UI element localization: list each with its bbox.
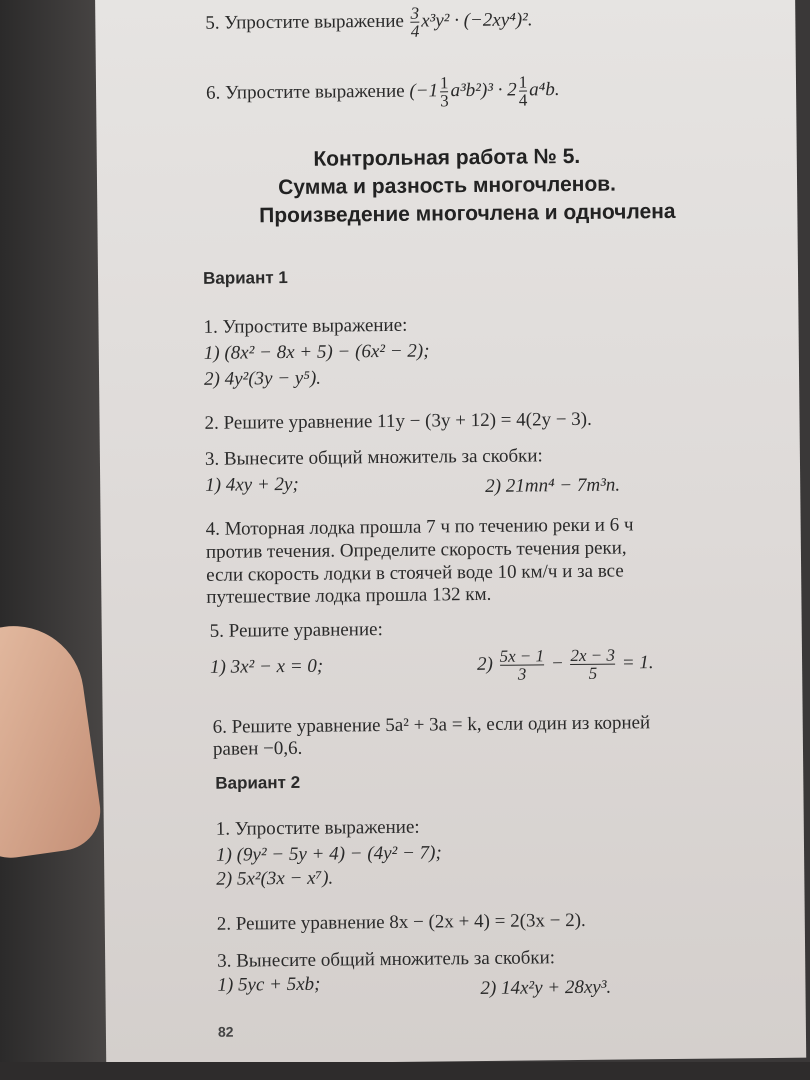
task-text: 6. Упростите выражение [205, 80, 405, 104]
expression: (−1 [409, 80, 439, 102]
v1-q2: 2. Решите уравнение 11y − (3y + 12) = 4(2y − 3). [204, 408, 592, 434]
variant-1-title: Вариант 1 [202, 267, 288, 288]
task-text: 5. Упростите выражение [205, 10, 405, 34]
numerator: 1 [518, 72, 528, 92]
denominator: 3 [517, 664, 527, 684]
v1-q6-line: 6. Решите уравнение 5a² + 3a = k, если один из корней [212, 712, 651, 738]
v1-q3: 3. Вынесите общий множитель за скобки: [204, 445, 543, 470]
numerator: 5x − 1 [499, 646, 545, 666]
page-number: 82 [217, 1023, 234, 1040]
v1-q1-1: 1) (8x² − 8x + 5) − (6x² − 2); [203, 340, 430, 364]
heading-line: Контрольная работа № 5. [313, 144, 581, 171]
label: 2) [476, 653, 494, 675]
v1-q4-line: если скорость лодки в стоячей воде 10 км/ч и за все [206, 560, 624, 586]
v1-q1: 1. Упростите выражение: [203, 314, 408, 338]
v1-q4-line: 4. Моторная лодка прошла 7 ч по течению реки и 6 ч [205, 514, 634, 540]
v2-q1: 1. Упростите выражение: [215, 816, 420, 840]
v1-q1-2: 2) 4y²(3y − y⁵). [203, 367, 322, 390]
heading-line: Произведение многочлена и одночлена [259, 199, 676, 228]
dark-background [0, 0, 110, 1080]
minus: − [550, 652, 564, 675]
v1-q6-line: равен −0,6. [212, 737, 303, 760]
numerator: 1 [439, 73, 449, 93]
v1-q4-line: путешествие лодка прошла 132 км. [206, 583, 492, 608]
task-6 [206, 73, 560, 112]
v1-q5: 5. Решите уравнение: [209, 619, 383, 642]
v1-q3-2: 2) 21mn⁴ − 7m³n. [485, 474, 621, 497]
denominator: 3 [440, 91, 449, 111]
denominator: 5 [588, 663, 598, 683]
denominator: 4 [410, 21, 420, 41]
v2-q3-1: 1) 5yc + 5xb; [217, 973, 321, 996]
variant-2-title: Вариант 2 [215, 772, 301, 793]
book-page [95, 0, 806, 1065]
v1-q4-line: против течения. Определите скорость течения реки, [205, 537, 627, 563]
expression: a⁴b. [529, 79, 560, 101]
v2-q1-2: 2) 5x²(3x − x⁷). [216, 867, 334, 890]
v1-q3-1: 1) 4xy + 2y; [205, 473, 299, 496]
numerator: 2x − 3 [570, 645, 616, 666]
v2-q3-2: 2) 14x²y + 28xy³. [480, 976, 612, 1000]
heading-line: Сумма и разность многочленов. [278, 172, 617, 200]
v2-q1-1: 1) (9y² − 5y + 4) − (4y² − 7); [215, 842, 442, 866]
v1-q5-1: 1) 3x² − x = 0; [209, 655, 324, 678]
table-edge [0, 1062, 810, 1080]
expression: a³b²)³ · 2 [450, 79, 517, 102]
denominator: 4 [518, 90, 528, 110]
numerator: 3 [410, 3, 420, 23]
v1-q5-2 [477, 646, 654, 683]
task-5 [205, 3, 533, 41]
v2-q3: 3. Вынесите общий множитель за скобки: [217, 947, 556, 972]
expression: x³y² · (−2xy⁴)². [421, 9, 533, 32]
v2-q2: 2. Решите уравнение 8x − (2x + 4) = 2(3x − 2). [216, 909, 586, 935]
rhs: = 1. [621, 652, 654, 674]
